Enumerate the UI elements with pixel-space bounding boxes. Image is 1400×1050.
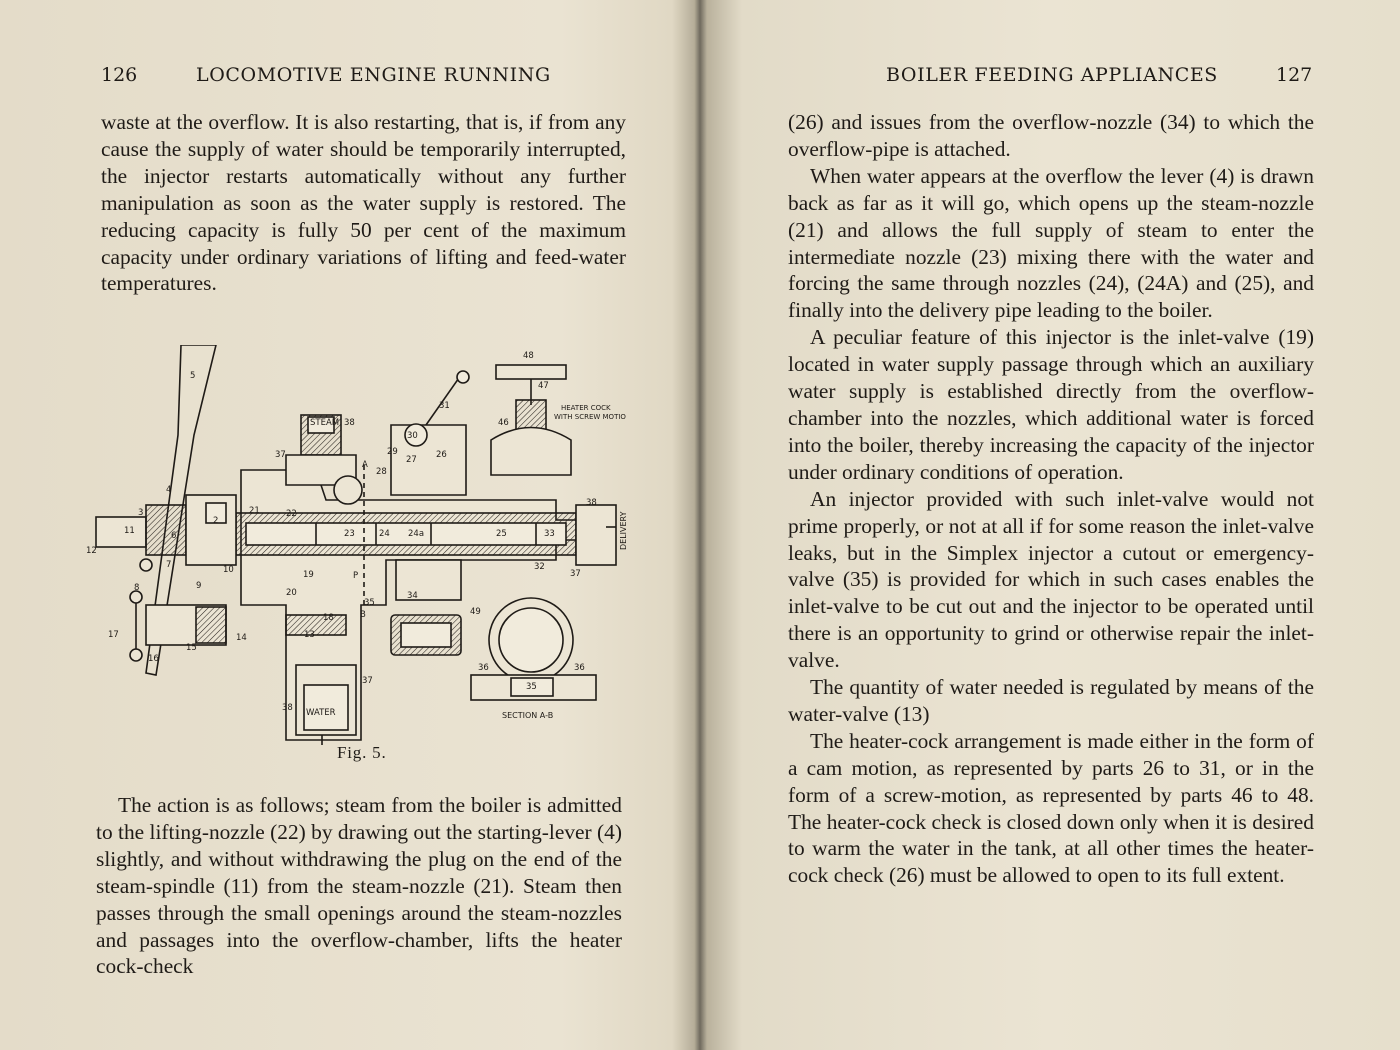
diagram-label: WITH SCREW MOTIO (554, 413, 626, 421)
right-page (706, 0, 1400, 1050)
diagram-label: A (362, 460, 368, 470)
injector-drawing (86, 345, 642, 745)
diagram-label: 17 (108, 630, 119, 640)
diagram-label: B (360, 610, 366, 620)
paragraph: (26) and issues from the overflow-nozzle (34) to which the overflow-pipe is attached. (788, 110, 1314, 161)
paragraph: waste at the overflow. It is also restarting, that is, if from any cause the supply of water should be temporarily interrupted, the injector restarts automatically without any further manipulation as soon as the water supply is restored. The reducing capacity is fully 50 per cent of the maximum capacity under ordinary variations of lifting and feed-water temperatures. (101, 110, 626, 296)
diagram-label: 24a (408, 529, 425, 539)
diagram-label: 21 (249, 506, 260, 516)
diagram-label: 19 (303, 570, 314, 580)
diagram-label: 35 (526, 682, 537, 692)
diagram-label: 49 (470, 607, 481, 617)
diagram-label: 6 (171, 531, 177, 541)
diagram-label: 33 (544, 529, 555, 539)
paragraph: An injector provided with such inlet-valve would not prime properly, or not at all if for some reason the inlet-valve leaks, but in the Simplex injector a cutout or emergency-valve (35) is provided for which in such cases enables the inlet-valve to be cut out and the injector to be operated until there is an opportunity to grind or otherwise repair the inlet-valve. (788, 486, 1314, 673)
diagram-label: 38 (586, 498, 597, 508)
diagram-label: 46 (498, 418, 509, 428)
diagram-label: 47 (538, 381, 549, 391)
paragraph: The action is as follows; steam from the boiler is admitted to the lifting-nozzle (22) by drawing out the starting-lever (4) slightly, and without withdrawing the plug on the end of the steam-spindle (11) from the steam-nozzle (21). Steam then passes through the small openings around the steam-nozzles and passages into the overflow-chamber, lifts the heater cock-check (96, 793, 622, 979)
diagram-label: 36 (574, 663, 585, 673)
diagram-label: 18 (323, 613, 334, 623)
diagram-label: 29 (387, 447, 398, 457)
diagram-label: WATER (306, 708, 336, 718)
figure-caption: Fig. 5. (337, 743, 387, 762)
injector-diagram (86, 345, 642, 745)
diagram-label: 20 (286, 588, 297, 598)
paragraph: When water appears at the overflow the lever (4) is drawn back as far as it will go, which opens up the steam-nozzle (21) and allows the full supply of steam to enter the intermediate nozzle (23) mixing there with the water and forcing the same through nozzles (24), (24A) and (25), and finally into the delivery pipe leading to the boiler. (788, 163, 1314, 323)
top-paragraph (101, 109, 626, 297)
diagram-label: 28 (376, 467, 387, 477)
diagram-label: 3 (138, 508, 144, 518)
diagram-label: 24 (379, 529, 390, 539)
diagram-label: 2 (213, 516, 219, 526)
paragraph: The heater-cock arrangement is made either in the form of a cam motion, as represented by parts 26 to 31, or in the form of a screw-motion, as represented by parts 46 to 48. The heater-cock check is closed down only when it is desired to warm the water in the tank, at all other times the heater-cock check (26) must be allowed to open to its full extent. (788, 728, 1314, 888)
diagram-label: 12 (86, 546, 97, 556)
diagram-label: 15 (186, 643, 197, 653)
diagram-label: 37 (275, 450, 286, 460)
diagram-label: 38 (344, 418, 355, 428)
paragraph: The quantity of water needed is regulated by means of the water-valve (13) (788, 675, 1314, 726)
diagram-label: 27 (406, 455, 417, 465)
diagram-label: DELIVERY (619, 511, 628, 550)
diagram-label: 14 (236, 633, 247, 643)
running-head: BOILER FEEDING APPLIANCES (886, 64, 1218, 86)
diagram-label: 13 (304, 630, 315, 640)
diagram-label: 35 (364, 598, 375, 608)
diagram-label: 7 (166, 560, 172, 570)
bottom-paragraph (96, 792, 622, 980)
diagram-label: 5 (190, 371, 196, 381)
diagram-label: 23 (344, 529, 355, 539)
diagram-label: 26 (436, 450, 447, 460)
paragraph: A peculiar feature of this injector is the inlet-valve (19) located in water supply passage through which an auxiliary water supply is established directly from the overflow-chamber into the nozzles, which additional water is forced into the boiler, thereby increasing the capacity of the injector under ordinary conditions of operation. (788, 325, 1314, 484)
diagram-label: 22 (286, 509, 297, 519)
diagram-label: 38 (282, 703, 293, 713)
diagram-label: 25 (496, 529, 507, 539)
diagram-label: 8 (134, 583, 140, 593)
diagram-label: 37 (362, 676, 373, 686)
page-number: 126 (101, 64, 138, 86)
running-head: LOCOMOTIVE ENGINE RUNNING (196, 64, 551, 86)
diagram-label: 31 (439, 401, 450, 411)
diagram-label: SECTION A-B (502, 711, 554, 720)
diagram-label: 10 (223, 565, 234, 575)
diagram-label: 32 (534, 562, 545, 572)
diagram-label: HEATER COCK (561, 404, 611, 412)
diagram-label: 4 (166, 485, 172, 495)
diagram-label: 11 (124, 526, 135, 536)
diagram-label: 37 (570, 569, 581, 579)
page-number: 127 (1276, 64, 1313, 86)
diagram-label: 48 (523, 351, 534, 361)
diagram-label: STEAM (310, 418, 340, 428)
diagram-label: 34 (407, 591, 418, 601)
diagram-label: 30 (407, 431, 418, 441)
diagram-label: 36 (478, 663, 489, 673)
diagram-label: P (353, 571, 359, 581)
diagram-label: 16 (148, 654, 159, 664)
right-text-block (788, 109, 1314, 889)
diagram-label: 9 (196, 581, 202, 591)
